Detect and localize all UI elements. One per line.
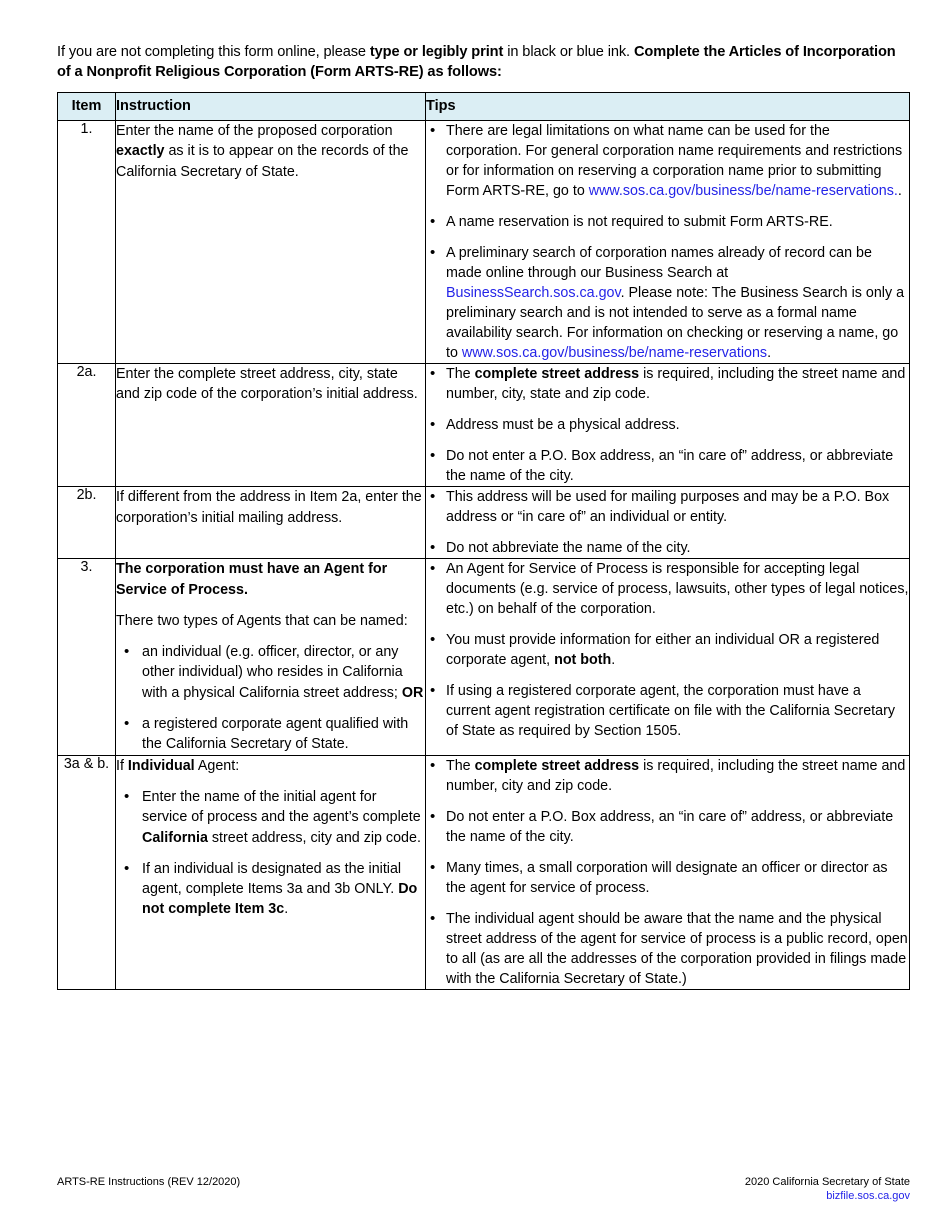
- footer-link-bizfile[interactable]: bizfile.sos.ca.gov: [826, 1190, 910, 1202]
- table-header-row: [58, 93, 910, 121]
- tip-text: A name reservation is not required to submit Form ARTS-RE.: [446, 214, 833, 231]
- sub-bold: Do not complete Item 3c: [142, 881, 418, 918]
- sub-bold: OR: [401, 684, 424, 701]
- footer-left: ARTS-RE Instructions (REV 12/2020): [57, 1176, 241, 1188]
- tip-text: is required, including the street name and number, city, state and zip code.: [446, 366, 906, 403]
- instruction-paragraph: Enter the complete street address, city, state and zip code of the corporation’s initial address.: [116, 366, 418, 403]
- list-item: [426, 446, 909, 486]
- tips-list: [426, 756, 909, 989]
- list-item: [426, 756, 909, 796]
- row-instruction: [116, 559, 426, 755]
- tip-text: A preliminary search of corporation names already of record can be made online through our Business Search at: [446, 245, 872, 282]
- list-item: [426, 415, 909, 435]
- list-item: [426, 909, 909, 989]
- tip-text: .: [767, 345, 772, 362]
- instruction-heading: The corporation must have an Agent for Service of Process.: [116, 561, 388, 598]
- table-row: [58, 364, 910, 487]
- list-item: [426, 121, 909, 201]
- row-tips: [426, 487, 910, 559]
- tip-text: Do not enter a P.O. Box address, an “in care of” address, or abbreviate the name of the city.: [446, 808, 894, 845]
- tip-text: The individual agent should be aware that the name and the physical street address of the agent for service of process is a public record, open to all (as are all the addresses of the corporation provided in filings made with the California Secretary of State.): [446, 910, 908, 987]
- list-item: [116, 714, 425, 755]
- table-row: [58, 487, 910, 559]
- row-item-number: 3a & b.: [58, 755, 116, 989]
- list-item: [426, 559, 909, 619]
- tips-list: [426, 121, 909, 363]
- instructions-table: [57, 92, 910, 990]
- footer-right: [745, 1176, 910, 1202]
- instruction-paragraph: If different from the address in Item 2a, enter the corporation’s initial mailing address.: [116, 489, 422, 526]
- row-tips: [426, 559, 910, 755]
- tips-list: [426, 487, 909, 558]
- sub-text: .: [284, 901, 289, 918]
- tip-text: Address must be a physical address.: [446, 417, 680, 434]
- tips-list: [426, 559, 909, 741]
- list-item: [426, 243, 909, 363]
- intro-text-1: If you are not completing this form online, please: [57, 44, 370, 60]
- link-business-search[interactable]: BusinessSearch.sos.ca.gov: [446, 285, 621, 302]
- instruction-text: Agent:: [194, 757, 240, 774]
- column-header-tips: Tips: [426, 93, 910, 121]
- row-tips: [426, 364, 910, 487]
- row-instruction: [116, 755, 426, 989]
- instruction-heading: [116, 756, 425, 776]
- instruction-text: If: [116, 757, 128, 774]
- instruction-text: Enter the name of the proposed corporation: [116, 123, 393, 139]
- tip-text: is required, including the street name and number, city and zip code.: [446, 757, 906, 794]
- intro-bold-1: type or legibly print: [369, 44, 504, 60]
- instruction-paragraph: [116, 121, 425, 182]
- instruction-bold: exactly: [116, 143, 165, 160]
- link-name-reservations-2[interactable]: www.sos.ca.gov/business/be/name-reservations: [461, 345, 768, 362]
- table-row: [58, 121, 910, 364]
- tip-text: An Agent for Service of Process is responsible for accepting legal documents (e.g. service of process, lawsuits, other types of legal notices, etc.) on behalf of the corporation.: [446, 561, 909, 618]
- tips-list: [426, 364, 909, 486]
- list-item: [426, 538, 909, 558]
- table-row: [58, 559, 910, 755]
- list-item: [116, 642, 425, 703]
- intro-text-2: in black or blue ink.: [503, 44, 634, 60]
- tip-bold: not both: [554, 652, 612, 669]
- tip-text: The: [446, 757, 475, 774]
- tip-text: You must provide information for either an individual OR a registered corporate agent,: [446, 632, 880, 669]
- row-tips: [426, 755, 910, 989]
- instruction-sublist: [116, 642, 425, 754]
- row-item-number: 2b.: [58, 487, 116, 559]
- list-item: [426, 807, 909, 847]
- tip-text: .: [897, 183, 902, 200]
- intro-paragraph: [57, 42, 912, 82]
- sub-text: Enter the name of the initial agent for service of process and the agent’s complete: [142, 788, 421, 826]
- row-item-number: 1.: [58, 121, 116, 364]
- tip-bold: complete street address: [474, 757, 640, 774]
- instruction-paragraph: There two types of Agents that can be named:: [116, 612, 408, 629]
- list-item: [426, 630, 909, 670]
- sub-text: a registered corporate agent qualified with the California Secretary of State.: [142, 716, 409, 753]
- tip-text: There are legal limitations on what name can be used for the corporation. For general corporation name requirements and restrictions or for information on reserving a corporation name prior to submitting Form ARTS-RE, go to: [446, 123, 903, 200]
- list-item: [426, 681, 909, 741]
- tip-text: This address will be used for mailing purposes and may be a P.O. Box address or “in care of” an individual or entity.: [446, 489, 890, 526]
- tip-text: . Please note: The Business Search is only a preliminary search and is not intended to serve as a formal name availability search. For information on checking or reserving a name, go to: [446, 285, 905, 362]
- row-instruction: [116, 487, 426, 559]
- table-body: [58, 121, 910, 990]
- column-header-instruction: Instruction: [116, 93, 426, 121]
- tip-text: The: [446, 366, 475, 383]
- row-tips: [426, 121, 910, 364]
- list-item: [116, 787, 425, 848]
- tip-text: If using a registered corporate agent, the corporation must have a current agent registration certificate on file with the California Secretary of State as required by Section 1505.: [446, 683, 895, 740]
- table-header: [58, 93, 910, 121]
- row-instruction: [116, 121, 426, 364]
- instruction-sublist: [116, 787, 425, 920]
- sub-bold: California: [142, 829, 208, 846]
- row-item-number: 2a.: [58, 364, 116, 487]
- sub-text: If an individual is designated as the initial agent, complete Items 3a and 3b ONLY.: [142, 860, 402, 898]
- sub-text: street address, city and zip code.: [207, 829, 421, 846]
- list-item: [426, 858, 909, 898]
- list-item: [426, 212, 909, 232]
- link-name-reservations[interactable]: www.sos.ca.gov/business/be/name-reservations.: [588, 183, 898, 200]
- intro-bold-2: Complete the Articles of Incorporation of a Nonprofit Religious Corporation (Form ARTS-RE) as follows:: [57, 44, 896, 81]
- tip-text: Do not abbreviate the name of the city.: [446, 540, 691, 557]
- list-item: [426, 364, 909, 404]
- list-item: [116, 859, 425, 920]
- column-header-item: Item: [58, 93, 116, 121]
- sub-text: an individual (e.g. officer, director, or any other individual) who resides in California with a physical California street address;: [142, 644, 403, 701]
- row-instruction: [116, 364, 426, 487]
- instruction-bold: Individual: [127, 757, 195, 774]
- table-row: [58, 755, 910, 989]
- tip-bold: complete street address: [474, 366, 640, 383]
- tip-text: .: [611, 652, 616, 669]
- footer-agency: 2020 California Secretary of State: [744, 1176, 910, 1188]
- instruction-text: as it is to appear on the records of the California Secretary of State.: [116, 143, 409, 180]
- row-item-number: 3.: [58, 559, 116, 755]
- list-item: [426, 487, 909, 527]
- tip-text: Many times, a small corporation will designate an officer or director as the agent for service of process.: [446, 859, 888, 896]
- tip-text: Do not enter a P.O. Box address, an “in care of” address, or abbreviate the name of the city.: [446, 448, 894, 485]
